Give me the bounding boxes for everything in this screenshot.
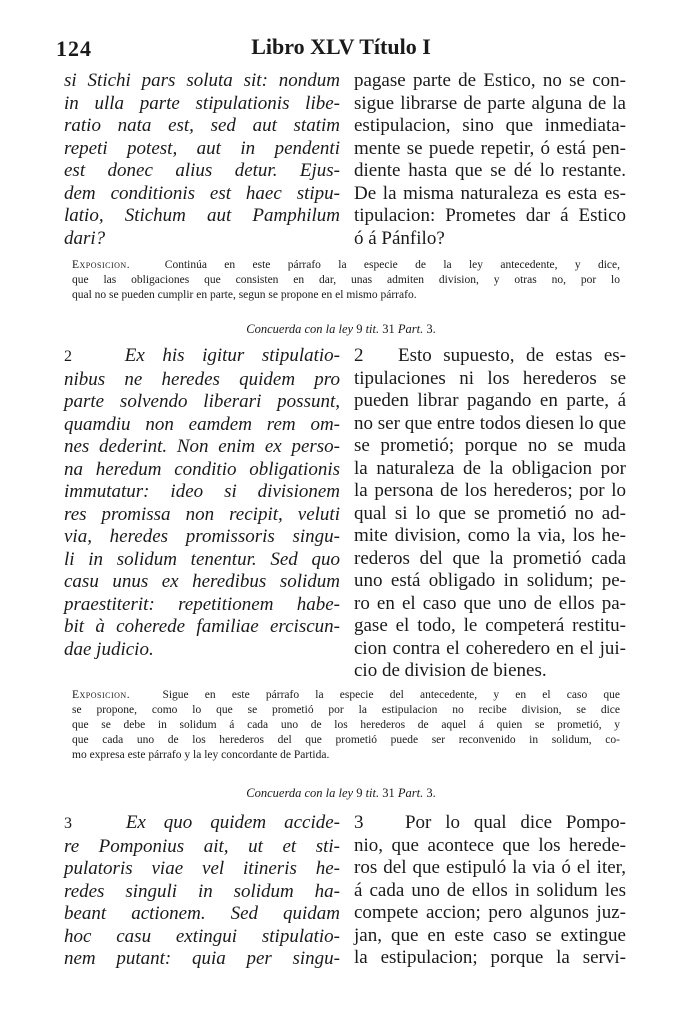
text-line: sigue librarse de parte alguna de la (354, 92, 626, 114)
text-line: cio de division de bienes. (354, 660, 547, 681)
text-line: se prometió; porque no se muda (354, 435, 626, 456)
exposicion-2 (72, 688, 620, 763)
text-line: tipulacion: Prometes dar á Estico (354, 205, 626, 226)
text-line: Ex his igitur stipulatio- (124, 345, 340, 366)
text-line: cion contra el coheredero en el jui- (354, 637, 626, 659)
text-line: mite division, como la via, los he- (354, 525, 626, 546)
latin-column-2 (64, 345, 340, 661)
text-line: estipulacion, sino que inmediata- (354, 115, 626, 136)
concord-tit: tit. (365, 322, 380, 336)
text-line: repeti potest, aut in pendenti (64, 137, 340, 159)
concord-tit: tit. (365, 786, 380, 800)
text-line: rederos del que la prometió cada (354, 547, 626, 569)
text-line: tipulaciones ni los herederos se (354, 367, 626, 389)
text-line: re Pomponius ait, ut et sti- (64, 835, 340, 857)
text-line: gase el todo, le competerá restitu- (354, 615, 626, 636)
concord-part: Part. (397, 786, 424, 800)
text-line: jan, que en este caso se extingue (354, 924, 626, 946)
text-line: la estipulacion; porque la servi- (354, 947, 626, 968)
text-line: pulatoris viae vel itineris he- (64, 858, 340, 879)
text-line: na heredum conditio obligationis (64, 458, 340, 480)
concord-part-num: 3. (426, 786, 436, 800)
text-line: li in solidum tenentur. Sed quo (64, 548, 340, 570)
text-line: pueden librar pagando en parte, á (354, 390, 626, 411)
paragraph-number: 2 (64, 348, 72, 365)
paragraph-number: 3 (354, 812, 364, 833)
text-line: bit à coherede familiae erciscun- (64, 616, 340, 637)
text-line: mo expresa este párrafo y la ley concordante de Partida. (72, 749, 330, 761)
spanish-column-1 (354, 70, 626, 250)
concord-prefix: Concuerda con la ley (246, 322, 354, 336)
concord-part: Part. (397, 322, 424, 336)
text-line: dari? (64, 227, 106, 249)
text-line: á cada uno de ellos in solidum les (354, 879, 626, 901)
text-line (354, 345, 626, 368)
text-line: Esto supuesto, de estas es- (397, 345, 626, 366)
text-line: res promissa non recipit, veluti (64, 503, 340, 525)
text-line: beant actionem. Sed quidam (64, 903, 340, 924)
text-line (64, 812, 340, 836)
text-line: diente hasta que se dé lo restante. (354, 160, 626, 181)
text-line: parte solvendo liberari possunt, (64, 391, 340, 412)
text-line: nem putant: quia per singu- (64, 948, 340, 969)
text-line: no ser que entre todos diesen lo que (354, 412, 626, 434)
concordance-2 (0, 786, 682, 801)
text-line: compete accion; pero algunos juz- (354, 902, 626, 923)
latin-column-3 (64, 812, 340, 971)
text-line: la persona de los herederos; por lo (354, 480, 626, 501)
concordance-1 (0, 322, 682, 337)
spanish-column-2 (354, 345, 626, 683)
exposicion-1 (72, 258, 620, 303)
text-line: uno está obligado in solidum; pe- (354, 570, 626, 591)
text-line (354, 812, 626, 835)
exposicion-line (72, 688, 620, 703)
text-line: que las obligaciones que consisten en dar, unas admiten division, y otras no, por lo (72, 274, 620, 286)
text-line: nes dederint. Non enim ex perso- (64, 436, 340, 457)
text-line: Ex quo quidem accide- (125, 812, 340, 833)
text-line: qual si lo que se prometió no ad- (354, 502, 626, 524)
exposicion-label: Exposicion. (72, 689, 131, 701)
text-line: se propone, como lo que se prometió por la estipulacion no recibe division, se dice (72, 704, 620, 716)
text-line: que cada uno de los herederos del que prometió puede ser reconvenido in solidum, co- (72, 734, 620, 746)
running-title: Libro XLV Título I (251, 34, 431, 59)
spanish-column-3 (354, 812, 626, 970)
text-line: via, heredes promissoris singu- (64, 526, 340, 547)
text-line: immutatur: ideo si divisionem (64, 481, 340, 502)
concord-tit-num: 31 (382, 322, 395, 336)
concord-part-num: 3. (426, 322, 436, 336)
text-line: mente se puede repetir, ó está pen- (354, 137, 626, 159)
text-line: qual no se pueden cumplir en parte, segun se propone en el mismo párrafo. (72, 289, 417, 301)
text-line: dem conditionis est haec stipu- (64, 182, 340, 204)
text-line: ro en el caso que uno de ellos pa- (354, 592, 626, 614)
paragraph-number: 3 (64, 815, 72, 832)
text-line: Sigue en este párrafo la especie del antecedente, y en el caso que (162, 689, 620, 701)
text-line: nio, que acontece que los herede- (354, 834, 626, 856)
page-number: 124 (56, 36, 92, 61)
text-line: ratio nata est, sed aut statim (64, 115, 340, 136)
text-line: Por lo qual dice Pompo- (404, 812, 626, 833)
text-line: De la misma naturaleza es esta es- (354, 182, 626, 204)
concord-ley: 9 (356, 786, 363, 800)
text-line: redes singuli in solidum ha- (64, 880, 340, 902)
concord-ley: 9 (356, 322, 363, 336)
text-line: praestiterit: repetitionem habe- (64, 593, 340, 615)
text-line: si Stichi pars soluta sit: nondum (64, 70, 340, 91)
text-line: ó á Pánfilo? (354, 227, 445, 249)
text-line: Continúa en este párrafo la especie de la ley antecedente, y dice, (164, 259, 620, 271)
exposicion-label: Exposicion. (72, 259, 131, 271)
text-line: in ulla parte stipulationis libe- (64, 92, 340, 114)
text-line (64, 345, 340, 369)
text-line: casu unus ex heredibus solidum (64, 571, 340, 592)
exposicion-line (72, 258, 620, 273)
text-line: latio, Stichum aut Pamphilum (64, 205, 340, 226)
text-line: hoc casu extingui stipulatio- (64, 925, 340, 947)
latin-column-1 (64, 70, 340, 250)
concord-tit-num: 31 (382, 786, 395, 800)
text-line: dae judicio. (64, 638, 154, 660)
text-line: pagase parte de Estico, no se con- (354, 70, 626, 91)
text-line: nibus ne heredes quidem pro (64, 368, 340, 390)
text-line: la naturaleza de la obligacion por (354, 457, 626, 479)
concord-prefix: Concuerda con la ley (246, 786, 354, 800)
text-line: que se debe in solidum á cada uno de los herederos de aquel á quien se prometió, y (72, 719, 620, 731)
text-line: est donec alius detur. Ejus- (64, 160, 340, 181)
paragraph-number: 2 (354, 345, 364, 366)
text-line: quamdiu non eamdem rem om- (64, 413, 340, 435)
text-line: ros del que estipuló la via ó el iter, (354, 857, 626, 878)
